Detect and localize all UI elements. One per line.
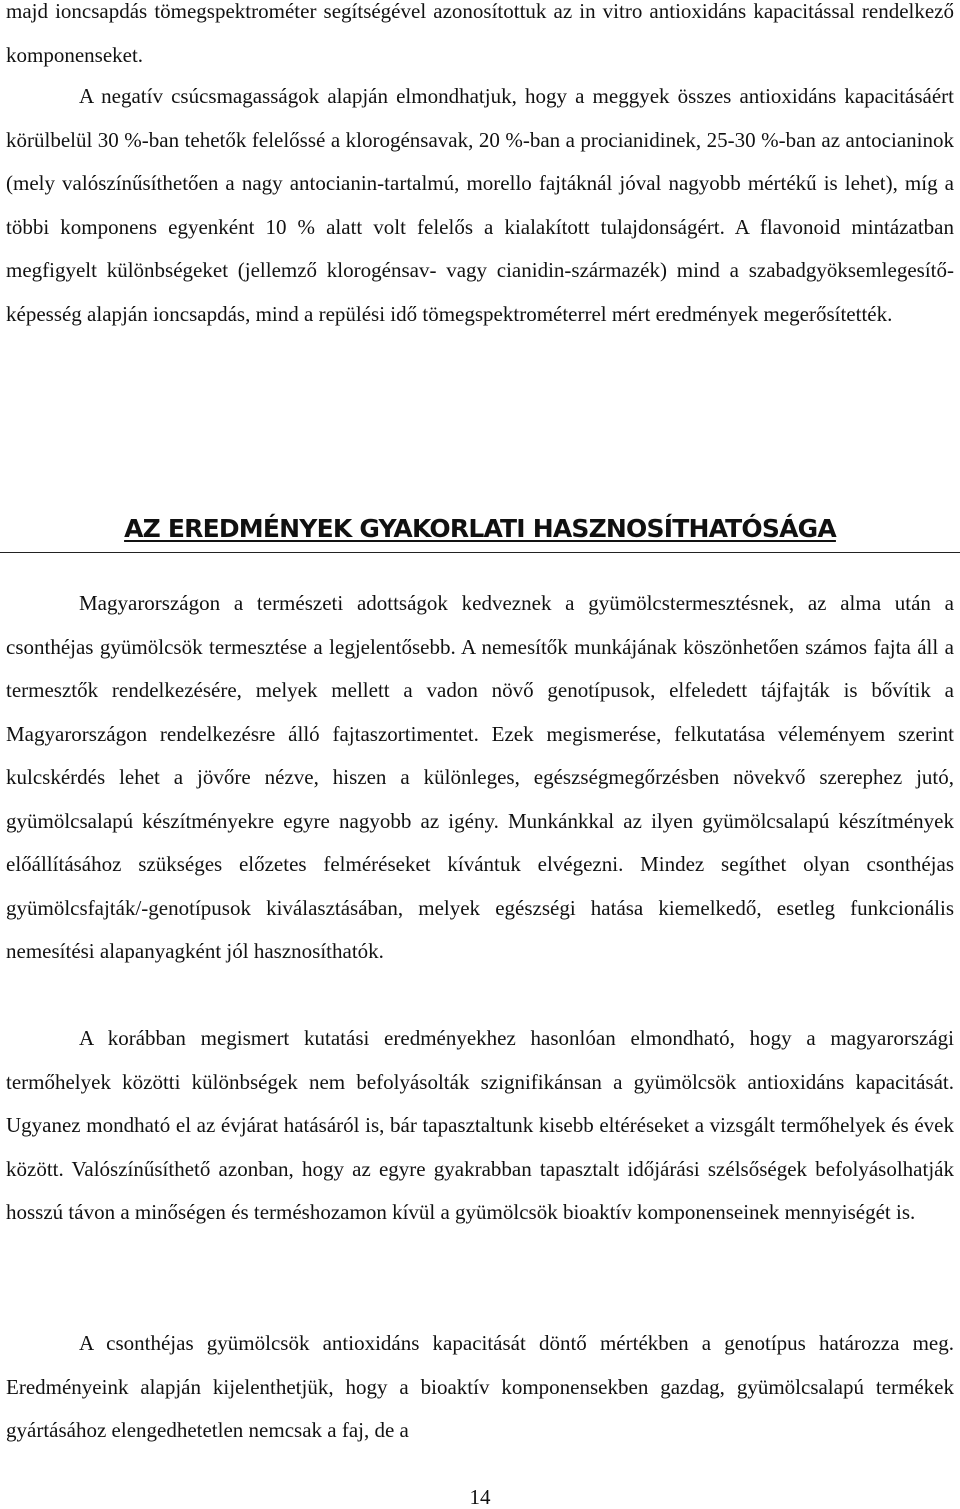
paragraph-1: majd ioncsapdás tömegspektrométer segítségével azonosítottuk az in vitro antioxidáns kapacitással rendelkező komponenseket. — [6, 0, 954, 67]
paragraph-5: A csonthéjas gyümölcsök antioxidáns kapacitását döntő mértékben a genotípus határozza meg. Eredményeink alapján kijelenthetjük, hogy a bioaktív komponensekben gazdag, gyümölcsalapú termékek gyártásához elengedhetetlen nemcsak a faj, de a — [6, 1331, 954, 1442]
paragraph-3: Magyarországon a természeti adottságok kedveznek a gyümölcstermesztésnek, az alma után a csonthéjas gyümölcsök termesztése a legjelentősebb. A nemesítők munkájának köszönhetően számos fajta áll a termesztők rendelkezésére, melyek mellett a vadon növő genotípusok, elfeledett tájfajták is bővítik a Magyarországon rendelkezésre álló fajtaszortimentet. Ezek megismerése, felkutatása véleményem szerint kulcskérdés lehet a jövőre nézve, hiszen a különleges, egészségmegőrzésben növekvő szerephez jutó, gyümölcsalapú készítményekre egyre nagyobb az igény. Munkánkkal az ilyen gyümölcsalapú készítmények előállításához szükséges előzetes felméréseket kívántuk elvégezni. Mindez segíthet olyan csonthéjas gyümölcsfajták/-genotípusok kiválasztásában, melyek egészségi hatása kiemelkedő, esetleg funkcionális nemesítési alapanyagként jól hasznosíthatók. — [6, 591, 954, 963]
section-heading: AZ EREDMÉNYEK GYAKORLATI HASZNOSÍTHATÓSÁGA — [124, 514, 836, 543]
page-number: 14 — [469, 1485, 491, 1509]
paragraph-4: A korábban megismert kutatási eredményekhez hasonlóan elmondható, hogy a magyarországi termőhelyek közötti különbségek nem befolyásolták szignifikánsan a gyümölcsök antioxidáns kapacitását. Ugyanez mondható el az évjárat hatásáról is, bár tapasztaltunk kisebb eltéréseket a vizsgált termőhelyek és évek között. Valószínűsíthető azonban, hogy az egyre gyakrabban tapasztalt időjárási szélsőségek befolyásolhatják hosszú távon a minőségen és terméshozamon kívül a gyümölcsök bioaktív komponenseinek mennyiségét is. — [6, 1026, 954, 1224]
paragraph-2: A negatív csúcsmagasságok alapján elmondhatjuk, hogy a meggyek összes antioxidáns kapacitásáért körülbelül 30 %-ban tehetők felelőssé a klorogénsavak, 20 %-ban a procianidinek, 25-30 %-ban az antocianinok (mely valószínűsíthetően a nagy antocianin-tartalmú, morello fajtáknál jóval nagyobb mértékű is lehet), míg a többi komponens egyenként 10 % alatt volt felelős a kialakított tulajdonságért. A flavonoid mintázatban megfigyelt különbségeket (jellemző klorogénsav- vagy cianidin-származék) mind a szabadgyöksemlegesítő-képesség alapján ioncsapdás, mind a repülési idő tömegspektrométerrel mért eredmények megerősítették. — [6, 84, 954, 326]
section-heading-container — [0, 512, 960, 553]
